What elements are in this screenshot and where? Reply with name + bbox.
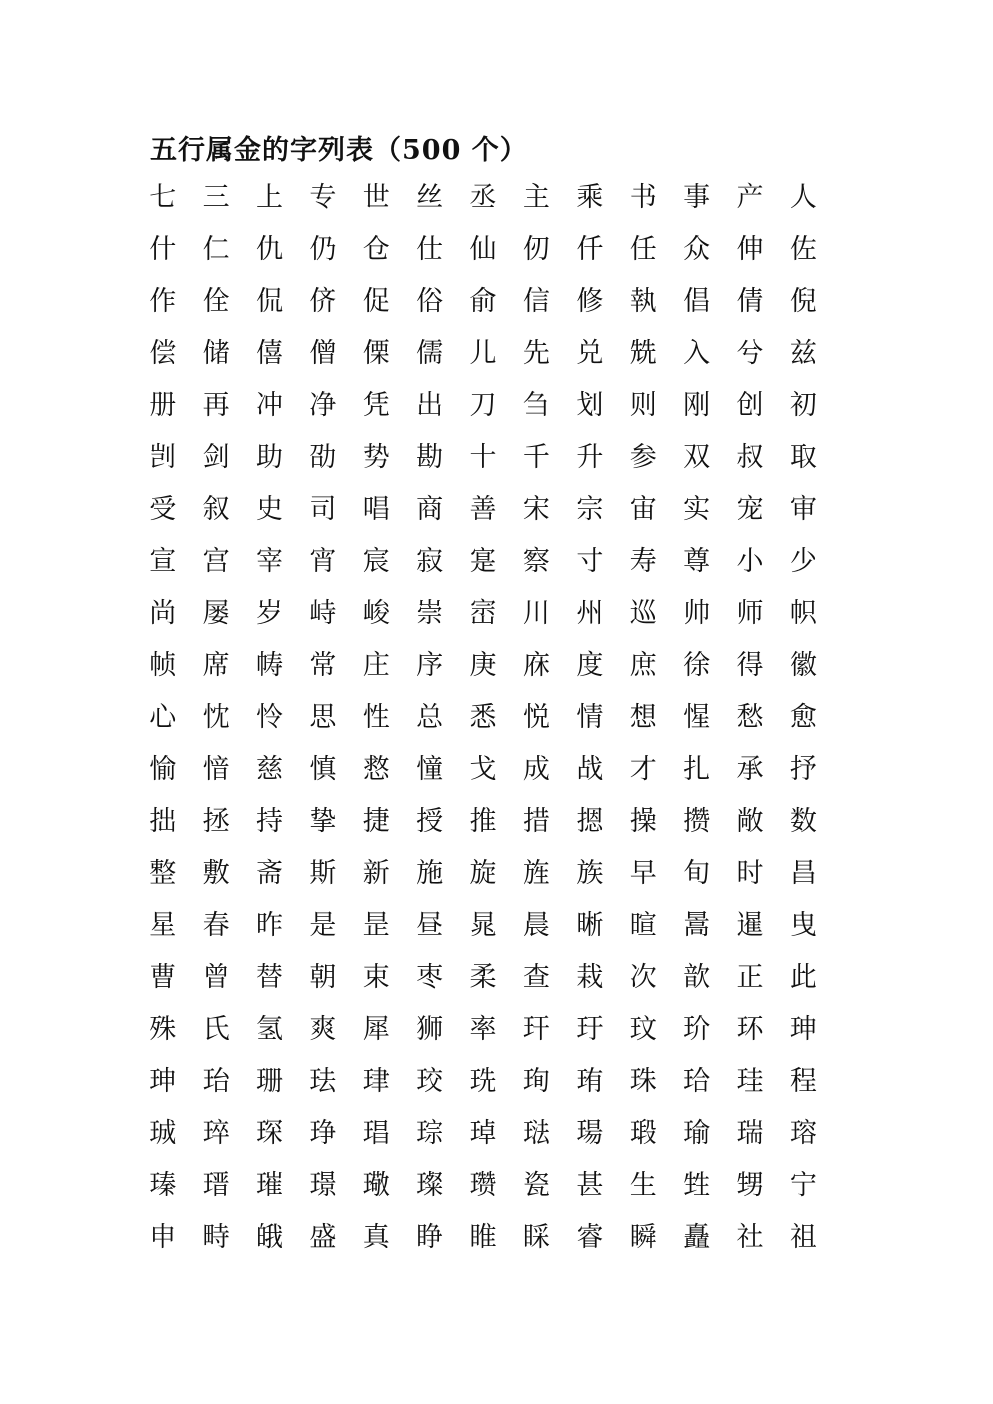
character-cell: 曹 xyxy=(149,962,177,993)
character-cell: 专 xyxy=(309,182,337,213)
character-cell: 俗 xyxy=(416,286,444,317)
character-cell: 双 xyxy=(683,442,711,473)
character-cell: 拯 xyxy=(202,806,230,837)
character-cell: 甚 xyxy=(576,1170,604,1201)
character-row xyxy=(136,432,836,484)
character-cell: 替 xyxy=(255,962,283,993)
character-cell: 再 xyxy=(202,390,230,421)
character-cell: 庚 xyxy=(469,650,497,681)
character-cell: 瓒 xyxy=(469,1170,497,1201)
character-cell: 产 xyxy=(736,182,764,213)
character-cell: 狮 xyxy=(416,1014,444,1045)
character-cell: 时 xyxy=(736,858,764,889)
character-row xyxy=(136,744,836,796)
character-cell: 仁 xyxy=(202,234,230,265)
character-row xyxy=(136,328,836,380)
character-cell: 琮 xyxy=(416,1118,444,1149)
character-cell: 歆 xyxy=(683,962,711,993)
character-cell: 思 xyxy=(309,702,337,733)
character-cell: 玠 xyxy=(683,1014,711,1045)
character-cell: 星 xyxy=(149,910,177,941)
character-cell: 侪 xyxy=(309,286,337,317)
character-cell: 庄 xyxy=(362,650,390,681)
character-cell: 戈 xyxy=(469,754,497,785)
character-cell: 昼 xyxy=(416,910,444,941)
character-cell: 瑖 xyxy=(629,1118,657,1149)
character-cell: 珛 xyxy=(576,1066,604,1097)
character-cell: 程 xyxy=(789,1066,817,1097)
character-cell: 社 xyxy=(736,1222,764,1253)
character-cell: 宰 xyxy=(255,546,283,577)
character-cell: 琸 xyxy=(469,1118,497,1149)
character-cell: 璨 xyxy=(416,1170,444,1201)
character-cell: 璀 xyxy=(255,1170,283,1201)
character-cell: 席 xyxy=(202,650,230,681)
character-cell: 唱 xyxy=(362,494,390,525)
character-cell: 寔 xyxy=(469,546,497,577)
character-cell: 暄 xyxy=(629,910,657,941)
character-cell: 旋 xyxy=(469,858,497,889)
character-cell: 斋 xyxy=(255,858,283,889)
character-cell: 珗 xyxy=(469,1066,497,1097)
character-cell: 瑜 xyxy=(683,1118,711,1149)
character-cell: 琩 xyxy=(362,1118,390,1149)
character-cell: 庥 xyxy=(522,650,550,681)
character-cell: 僖 xyxy=(255,338,283,369)
character-cell: 抒 xyxy=(789,754,817,785)
character-cell: 珐 xyxy=(309,1066,337,1097)
character-cell: 斯 xyxy=(309,858,337,889)
character-cell: 仟 xyxy=(576,234,604,265)
character-cell: 盛 xyxy=(309,1222,337,1253)
character-cell: 储 xyxy=(202,338,230,369)
character-row xyxy=(136,172,836,224)
character-cell: 参 xyxy=(629,442,657,473)
character-cell: 仍 xyxy=(309,234,337,265)
character-cell: 生 xyxy=(629,1170,657,1201)
character-cell: 崈 xyxy=(469,598,497,629)
character-cell: 尚 xyxy=(149,598,177,629)
character-cell: 宁 xyxy=(789,1170,817,1201)
character-cell: 峻 xyxy=(362,598,390,629)
character-cell: 商 xyxy=(416,494,444,525)
character-cell: 作 xyxy=(149,286,177,317)
character-cell: 晁 xyxy=(469,910,497,941)
character-cell: 晨 xyxy=(522,910,550,941)
character-cell: 曳 xyxy=(789,910,817,941)
character-cell: 昰 xyxy=(362,910,390,941)
character-cell: 珣 xyxy=(522,1066,550,1097)
character-cell: 宙 xyxy=(629,494,657,525)
character-cell: 愉 xyxy=(149,754,177,785)
character-cell: 什 xyxy=(149,234,177,265)
character-cell: 刍 xyxy=(522,390,550,421)
character-cell: 率 xyxy=(469,1014,497,1045)
character-cell: 入 xyxy=(683,338,711,369)
character-cell: 刚 xyxy=(683,390,711,421)
character-cell: 朝 xyxy=(309,962,337,993)
character-cell: 授 xyxy=(416,806,444,837)
character-cell: 祖 xyxy=(789,1222,817,1253)
character-cell: 倩 xyxy=(736,286,764,317)
character-cell: 善 xyxy=(469,494,497,525)
character-cell: 千 xyxy=(522,442,550,473)
character-cell: 庶 xyxy=(629,650,657,681)
character-cell: 枣 xyxy=(416,962,444,993)
character-cell: 扎 xyxy=(683,754,711,785)
character-cell: 愈 xyxy=(789,702,817,733)
character-cell: 上 xyxy=(255,182,283,213)
character-cell: 甡 xyxy=(683,1170,711,1201)
character-cell: 措 xyxy=(522,806,550,837)
character-cell: 摁 xyxy=(576,806,604,837)
character-cell: 取 xyxy=(789,442,817,473)
character-cell: 屡 xyxy=(202,598,230,629)
character-cell: 傈 xyxy=(362,338,390,369)
character-cell: 愔 xyxy=(202,754,230,785)
character-cell: 度 xyxy=(576,650,604,681)
character-row xyxy=(136,1004,836,1056)
character-cell: 暹 xyxy=(736,910,764,941)
character-cell: 情 xyxy=(576,702,604,733)
character-cell: 兹 xyxy=(789,338,817,369)
character-cell: 珆 xyxy=(202,1066,230,1097)
character-cell: 人 xyxy=(789,182,817,213)
character-cell: 凭 xyxy=(362,390,390,421)
character-cell: 瑧 xyxy=(149,1170,177,1201)
character-cell: 徐 xyxy=(683,650,711,681)
character-cell: 琛 xyxy=(255,1118,283,1149)
character-cell: 众 xyxy=(683,234,711,265)
character-cell: 总 xyxy=(416,702,444,733)
character-cell: 是 xyxy=(309,910,337,941)
character-cell: 新 xyxy=(362,858,390,889)
character-row xyxy=(136,692,836,744)
character-cell: 寸 xyxy=(576,546,604,577)
character-row xyxy=(136,224,836,276)
character-cell: 怜 xyxy=(255,702,283,733)
character-cell: 促 xyxy=(362,286,390,317)
character-cell: 次 xyxy=(629,962,657,993)
character-cell: 操 xyxy=(629,806,657,837)
character-cell: 惺 xyxy=(683,702,711,733)
character-cell: 佐 xyxy=(789,234,817,265)
character-cell: 十 xyxy=(469,442,497,473)
character-cell: 甥 xyxy=(736,1170,764,1201)
character-cell: 受 xyxy=(149,494,177,525)
character-cell: 劭 xyxy=(309,442,337,473)
character-row xyxy=(136,900,836,952)
character-cell: 伸 xyxy=(736,234,764,265)
character-cell: 氢 xyxy=(255,1014,283,1045)
character-cell: 划 xyxy=(576,390,604,421)
character-cell: 珊 xyxy=(255,1066,283,1097)
character-cell: 帱 xyxy=(255,650,283,681)
character-cell: 殊 xyxy=(149,1014,177,1045)
character-cell: 睿 xyxy=(576,1222,604,1253)
character-cell: 序 xyxy=(416,650,444,681)
character-cell: 慎 xyxy=(309,754,337,785)
character-cell: 曾 xyxy=(202,962,230,993)
character-cell: 寂 xyxy=(416,546,444,577)
character-cell: 帧 xyxy=(149,650,177,681)
character-cell: 才 xyxy=(629,754,657,785)
character-cell: 束 xyxy=(362,962,390,993)
character-cell: 琤 xyxy=(309,1118,337,1149)
character-cell: 珒 xyxy=(362,1066,390,1097)
character-cell: 執 xyxy=(629,286,657,317)
character-cell: 乘 xyxy=(576,182,604,213)
character-cell: 数 xyxy=(789,806,817,837)
character-cell: 憧 xyxy=(416,754,444,785)
character-cell: 主 xyxy=(522,182,550,213)
character-cell: 犀 xyxy=(362,1014,390,1045)
character-cell: 宵 xyxy=(309,546,337,577)
character-cell: 修 xyxy=(576,286,604,317)
character-cell: 先 xyxy=(522,338,550,369)
character-cell: 宠 xyxy=(736,494,764,525)
character-cell: 倪 xyxy=(789,286,817,317)
character-cell: 氏 xyxy=(202,1014,230,1045)
character-row xyxy=(136,1108,836,1160)
character-cell: 玗 xyxy=(576,1014,604,1045)
character-row xyxy=(136,380,836,432)
character-cell: 睢 xyxy=(469,1222,497,1253)
character-cell: 捷 xyxy=(362,806,390,837)
character-cell: 珨 xyxy=(683,1066,711,1097)
character-cell: 兮 xyxy=(736,338,764,369)
character-cell: 察 xyxy=(522,546,550,577)
character-cell: 瓷 xyxy=(522,1170,550,1201)
character-cell: 瑢 xyxy=(789,1118,817,1149)
character-cell: 此 xyxy=(789,962,817,993)
character-cell: 升 xyxy=(576,442,604,473)
character-cell: 叔 xyxy=(736,442,764,473)
character-row xyxy=(136,952,836,1004)
character-cell: 瞬 xyxy=(629,1222,657,1253)
character-cell: 瑨 xyxy=(202,1170,230,1201)
character-cell: 想 xyxy=(629,702,657,733)
character-cell: 睁 xyxy=(416,1222,444,1253)
character-cell: 珓 xyxy=(416,1066,444,1097)
character-cell: 巡 xyxy=(629,598,657,629)
character-cell: 侃 xyxy=(255,286,283,317)
character-cell: 旬 xyxy=(683,858,711,889)
character-cell: 旌 xyxy=(522,858,550,889)
character-cell: 丝 xyxy=(416,182,444,213)
character-cell: 三 xyxy=(202,182,230,213)
character-cell: 岁 xyxy=(255,598,283,629)
character-cell: 悦 xyxy=(522,702,550,733)
character-cell: 玕 xyxy=(522,1014,550,1045)
character-cell: 睬 xyxy=(522,1222,550,1253)
character-cell: 忱 xyxy=(202,702,230,733)
character-row xyxy=(136,276,836,328)
character-cell: 世 xyxy=(362,182,390,213)
character-cell: 持 xyxy=(255,806,283,837)
character-cell: 挚 xyxy=(309,806,337,837)
character-cell: 事 xyxy=(683,182,711,213)
character-cell: 尊 xyxy=(683,546,711,577)
character-cell: 宣 xyxy=(149,546,177,577)
character-cell: 性 xyxy=(362,702,390,733)
character-cell: 丞 xyxy=(469,182,497,213)
character-cell: 昨 xyxy=(255,910,283,941)
character-cell: 瑒 xyxy=(576,1118,604,1149)
character-cell: 仇 xyxy=(255,234,283,265)
page-title: 五行属金的字列表（500 个） xyxy=(150,135,528,166)
character-cell: 净 xyxy=(309,390,337,421)
character-cell: 畤 xyxy=(202,1222,230,1253)
character-cell: 宫 xyxy=(202,546,230,577)
character-cell: 剀 xyxy=(149,442,177,473)
character-cell: 初 xyxy=(789,390,817,421)
character-cell: 宸 xyxy=(362,546,390,577)
character-cell: 勘 xyxy=(416,442,444,473)
character-cell: 暠 xyxy=(683,910,711,941)
character-cell: 崇 xyxy=(416,598,444,629)
character-row xyxy=(136,1212,836,1264)
character-cell: 璥 xyxy=(362,1170,390,1201)
character-cell: 推 xyxy=(469,806,497,837)
character-cell: 俞 xyxy=(469,286,497,317)
character-cell: 成 xyxy=(522,754,550,785)
character-row xyxy=(136,1056,836,1108)
character-cell: 势 xyxy=(362,442,390,473)
character-cell: 仕 xyxy=(416,234,444,265)
character-cell: 剑 xyxy=(202,442,230,473)
character-cell: 早 xyxy=(629,858,657,889)
character-cell: 州 xyxy=(576,598,604,629)
character-cell: 宋 xyxy=(522,494,550,525)
character-cell: 真 xyxy=(362,1222,390,1253)
character-cell: 承 xyxy=(736,754,764,785)
character-cell: 矗 xyxy=(683,1222,711,1253)
character-cell: 整 xyxy=(149,858,177,889)
character-table xyxy=(136,172,836,1264)
character-cell: 儿 xyxy=(469,338,497,369)
character-cell: 徽 xyxy=(789,650,817,681)
character-cell: 少 xyxy=(789,546,817,577)
character-cell: 族 xyxy=(576,858,604,889)
character-cell: 实 xyxy=(683,494,711,525)
character-cell: 正 xyxy=(736,962,764,993)
character-cell: 珹 xyxy=(149,1118,177,1149)
character-cell: 七 xyxy=(149,182,177,213)
character-cell: 师 xyxy=(736,598,764,629)
character-cell: 仙 xyxy=(469,234,497,265)
character-cell: 琗 xyxy=(202,1118,230,1149)
character-cell: 宗 xyxy=(576,494,604,525)
character-cell: 川 xyxy=(522,598,550,629)
character-cell: 儒 xyxy=(416,338,444,369)
character-cell: 小 xyxy=(736,546,764,577)
character-cell: 仞 xyxy=(522,234,550,265)
character-cell: 拙 xyxy=(149,806,177,837)
character-cell: 查 xyxy=(522,962,550,993)
character-cell: 册 xyxy=(149,390,177,421)
character-cell: 创 xyxy=(736,390,764,421)
character-cell: 申 xyxy=(149,1222,177,1253)
character-cell: 偿 xyxy=(149,338,177,369)
character-cell: 慦 xyxy=(362,754,390,785)
character-cell: 珅 xyxy=(789,1014,817,1045)
character-cell: 愁 xyxy=(736,702,764,733)
character-cell: 琺 xyxy=(522,1118,550,1149)
character-cell: 璟 xyxy=(309,1170,337,1201)
character-row xyxy=(136,796,836,848)
character-cell: 战 xyxy=(576,754,604,785)
character-cell: 寿 xyxy=(629,546,657,577)
character-cell: 昌 xyxy=(789,858,817,889)
character-row xyxy=(136,640,836,692)
character-cell: 心 xyxy=(149,702,177,733)
character-cell: 瑞 xyxy=(736,1118,764,1149)
character-cell: 悉 xyxy=(469,702,497,733)
character-cell: 叙 xyxy=(202,494,230,525)
character-cell: 敞 xyxy=(736,806,764,837)
character-row xyxy=(136,484,836,536)
character-cell: 兑 xyxy=(576,338,604,369)
character-row xyxy=(136,588,836,640)
character-cell: 皒 xyxy=(255,1222,283,1253)
character-cell: 晰 xyxy=(576,910,604,941)
character-cell: 栽 xyxy=(576,962,604,993)
character-cell: 珠 xyxy=(629,1066,657,1097)
character-cell: 任 xyxy=(629,234,657,265)
character-cell: 慈 xyxy=(255,754,283,785)
character-cell: 帅 xyxy=(683,598,711,629)
character-cell: 倡 xyxy=(683,286,711,317)
character-cell: 爽 xyxy=(309,1014,337,1045)
character-cell: 史 xyxy=(255,494,283,525)
character-cell: 佺 xyxy=(202,286,230,317)
character-cell: 兟 xyxy=(629,338,657,369)
character-cell: 僧 xyxy=(309,338,337,369)
character-cell: 春 xyxy=(202,910,230,941)
character-cell: 书 xyxy=(629,182,657,213)
character-cell: 帜 xyxy=(789,598,817,629)
character-cell: 信 xyxy=(522,286,550,317)
character-cell: 仓 xyxy=(362,234,390,265)
character-row xyxy=(136,1160,836,1212)
character-cell: 刀 xyxy=(469,390,497,421)
character-cell: 司 xyxy=(309,494,337,525)
character-row xyxy=(136,536,836,588)
character-cell: 玟 xyxy=(629,1014,657,1045)
character-row xyxy=(136,848,836,900)
character-cell: 攒 xyxy=(683,806,711,837)
character-cell: 环 xyxy=(736,1014,764,1045)
character-cell: 施 xyxy=(416,858,444,889)
character-cell: 柔 xyxy=(469,962,497,993)
character-cell: 出 xyxy=(416,390,444,421)
character-cell: 珪 xyxy=(736,1066,764,1097)
character-cell: 助 xyxy=(255,442,283,473)
character-cell: 珅 xyxy=(149,1066,177,1097)
character-cell: 得 xyxy=(736,650,764,681)
character-cell: 审 xyxy=(789,494,817,525)
character-cell: 峙 xyxy=(309,598,337,629)
character-cell: 冲 xyxy=(255,390,283,421)
character-cell: 则 xyxy=(629,390,657,421)
character-cell: 敷 xyxy=(202,858,230,889)
character-cell: 常 xyxy=(309,650,337,681)
